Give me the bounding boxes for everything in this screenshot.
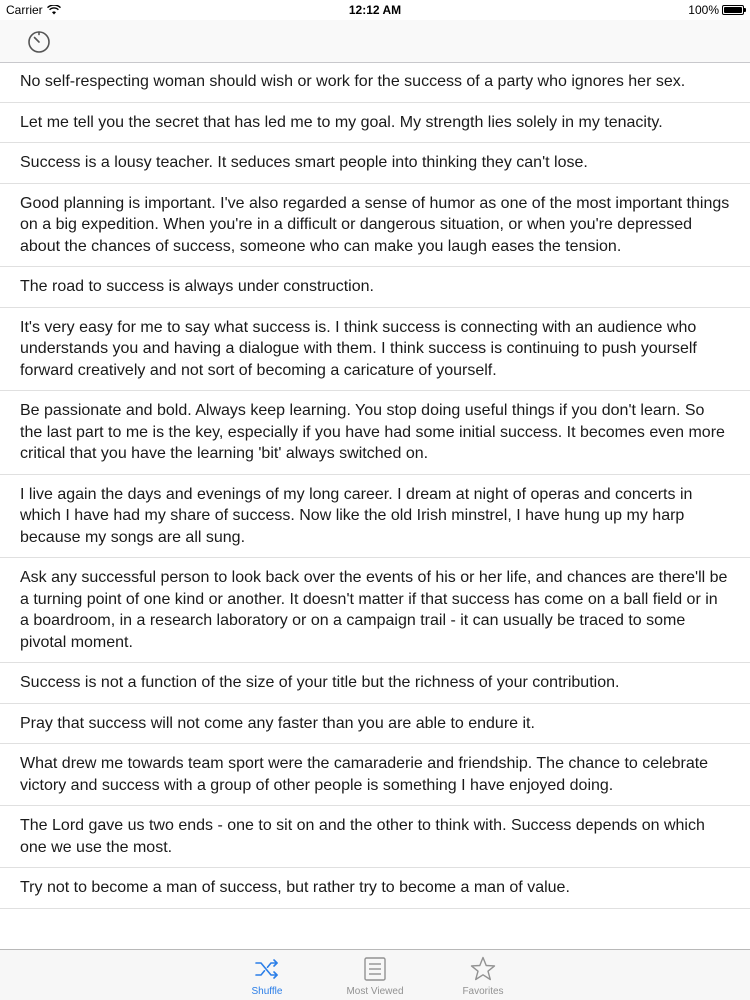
tab-bar <box>0 949 750 1000</box>
tab-shuffle[interactable] <box>223 950 311 1000</box>
battery-percent: 100% <box>688 3 719 17</box>
battery-indicator <box>688 3 744 17</box>
quote-row[interactable] <box>0 143 750 184</box>
quote-row[interactable] <box>0 62 750 103</box>
shuffle-icon <box>253 955 281 983</box>
quote-text: What drew me towards team sport were the camaraderie and friendship. The chance to celebrate victory and success with a group of other people is something I have enjoyed doing. <box>20 755 709 794</box>
tab-label: Most Viewed <box>346 986 404 997</box>
quote-text: Success is a lousy teacher. It seduces smart people into thinking they can't lose. <box>20 154 588 171</box>
quote-text: Good planning is important. I've also regarded a sense of humor as one of the most important things on a big expedition. When you're in a difficult or dangerous situation, or when you're depressed about the chances of success, someone who can make you laugh eases the tension. <box>20 194 730 255</box>
quote-row[interactable] <box>0 704 750 745</box>
quote-text: Be passionate and bold. Always keep learning. You stop doing useful things if you don't learn. So the last part to me is the key, especially if you have had some initial success. It becomes even more critical that you have the learning 'bit' always switched on. <box>20 402 725 462</box>
timer-icon <box>26 28 52 54</box>
quote-text: Pray that success will not come any faster than you are able to endure it. <box>20 714 535 732</box>
timer-button[interactable] <box>26 28 52 54</box>
quote-row[interactable] <box>0 103 750 144</box>
quote-row[interactable] <box>0 267 750 308</box>
navigation-bar <box>0 20 750 63</box>
quote-row[interactable] <box>0 391 750 475</box>
quote-row[interactable] <box>0 308 750 392</box>
quote-text: No self-respecting woman should wish or work for the success of a party who ignores her sex. <box>20 73 686 90</box>
quote-row[interactable] <box>0 558 750 663</box>
quote-text: The Lord gave us two ends - one to sit on and the other to think with. Success depends on which one we use the most. <box>20 817 705 856</box>
quote-text: Ask any successful person to look back over the events of his or her life, and chances are there'll be a turning point of one kind or another. It doesn't matter if that success has come on a ball field or in a boardroom, in a research laboratory or on a campaign trail - it can usually be traced to some pivotal moment. <box>20 569 728 651</box>
star-icon <box>469 955 497 983</box>
quote-row[interactable] <box>0 184 750 268</box>
quote-text: It's very easy for me to say what success is. I think success is connecting with an audience who understands you and having a dialogue with them. I think success is continuing to push yourself forward creatively and not sort of becoming a caricature of yourself. <box>20 318 697 379</box>
quote-row[interactable] <box>0 806 750 868</box>
quote-row[interactable] <box>0 868 750 909</box>
list-icon <box>361 955 389 983</box>
quote-list[interactable] <box>0 62 750 950</box>
status-bar <box>0 0 750 20</box>
tab-label: Shuffle <box>251 986 283 997</box>
tab-label: Favorites <box>462 986 504 997</box>
quote-row[interactable] <box>0 475 750 559</box>
quote-text: Success is not a function of the size of your title but the richness of your contribution. <box>20 674 620 691</box>
tab-favorites[interactable] <box>439 950 527 1000</box>
quote-text: Let me tell you the secret that has led me to my goal. My strength lies solely in my tenacity. <box>20 113 663 131</box>
quote-text: I live again the days and evenings of my long career. I dream at night of operas and concerts in which I have had my share of success. Now like the old Irish minstrel, I have hung up my harp because my songs are all sung. <box>20 485 693 546</box>
clock: 12:12 AM <box>348 3 402 17</box>
quote-row[interactable] <box>0 744 750 806</box>
quote-row[interactable] <box>0 663 750 704</box>
battery-icon <box>722 5 744 15</box>
carrier-label: Carrier <box>6 3 43 17</box>
quote-text: The road to success is always under construction. <box>20 278 374 295</box>
tab-most-viewed[interactable] <box>331 950 419 1000</box>
quote-text: Try not to become a man of success, but rather try to become a man of value. <box>20 879 570 896</box>
